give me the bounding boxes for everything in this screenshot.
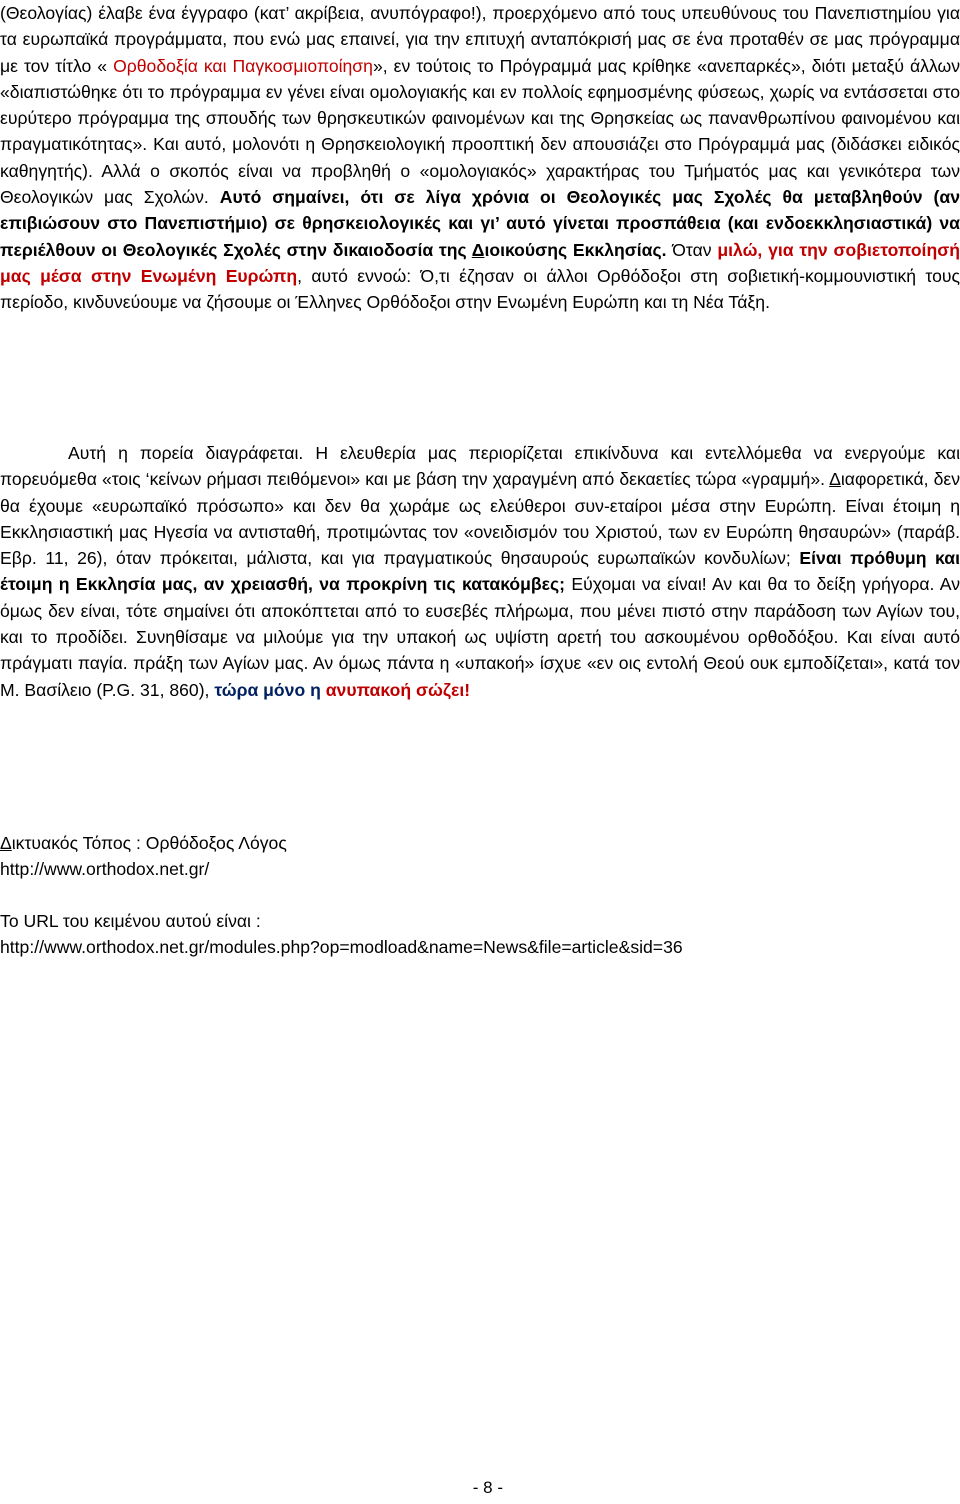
p1-text-3: Όταν	[666, 239, 718, 260]
p2-underlined-letter: Δ	[829, 469, 841, 490]
p1-text-1: (Θεολογίας) έλαβε ένα έγγραφο (κατ’ ακρίβεια, ανυπόγραφο!), προερχόμενο από τους υπευθύνους του Πανεπιστημίου για τα ευρωπαϊκά προγράμματα, που ενώ μας επαινεί, για την επιτυχή ανταπόκρισή μας σε ένα προταθέν σε μας πρόγραμμα με τον τίτλο «	[0, 3, 960, 76]
site-title	[0, 830, 287, 856]
page-number	[0, 1476, 960, 1500]
paragraph-1	[0, 0, 960, 316]
p2-blue-emphasis: τώρα μόνο η	[214, 679, 321, 700]
site-url[interactable]: http://www.orthodox.net.gr/	[0, 859, 210, 879]
p2-text-2: ιαφορετικά, δεν θα έχουμε «ευρωπαϊκό πρόσωπο» και δεν θα χωράμε ως ελεύθεροι συν-εταίροι μέσα στην Ευρώπη. Είναι έτοιμη η Εκκλησιαστική μας Ηγεσία να αντισταθή, προτιμώντας τον «ονειδισμόν του Χριστού, των εν Ευρώπη θησαυρών» (παράβ. Εβρ. 11, 26), όταν πρόκειται, μάλιστα, και για πραγματικούς θησαυρούς ευρωπαϊκών κονδυλίων;	[0, 469, 960, 569]
p1-bold-statement: Αυτό σημαίνει, ότι σε λίγα χρόνια οι Θεολογικές μας Σχολές θα μεταβληθούν (αν επιβιώσουν στο Πανεπιστήμιο) σε θρησκειολογικές και γι’ αυτό γίνεται προσπάθεια (και ενδοεκκλησιαστικά) να περιέλθουν οι Θεολογικές Σχολές στην δικαιοδοσία της	[0, 187, 960, 260]
url-label: Το URL του κειμένου αυτού είναι :	[0, 911, 261, 931]
p2-red-emphasis: ανυπακοή σώζει!	[325, 679, 471, 700]
paragraph-2	[0, 440, 960, 703]
p2-text-1: Αυτή η πορεία διαγράφεται. Η ελευθερία μας περιορίζεται επικίνδυνα και εντελλόμεθα να ενεργούμε και πορευόμεθα «τοις ‘κείνων ρήμασι πειθόμενοι» και με βάση την χαραγμένη από δεκαετίες τώρα «γραμμή».	[0, 443, 960, 490]
p2-text-3: Εύχομαι να είναι! Αν και θα το δείξη γρήγορα. Αν όμως δεν είναι, τότε σημαίνει ότι αποκόπτεται από το ευσεβές πλήρωμα, που μένει πιστό στην παράδοση των Αγίων του, και το προδίδει. Συνηθίσαμε να μιλούμε για την υπακοή ως υψίστη αρετή του ασκουμένου ορθοδόξου. Και είναι αυτό πράγματι παγία. πράξη των Αγίων μας. Αν όμως πάντα η «υπακοή» ίσχυε «εν οις εντολή Θεού ουκ εμποδίζεται», κατά τον Μ. Βασίλειο (P.G. 31, 860),	[0, 574, 960, 700]
page-number-text: - 8 -	[472, 1478, 503, 1497]
site-title-first-letter: Δ	[0, 833, 12, 853]
p1-title-red: Ορθοδοξία και Παγκοσμιοποίηση	[113, 55, 373, 76]
p1-text-2: », εν τούτοις το Πρόγραμμά μας κρίθηκε «ανεπαρκές», διότι μεταξύ άλλων «διαπιστώθηκε ότι το πρόγραμμα εν γένει είναι ομολογιακής και εν πολλοίς εφημοσμένης φύσεως, χωρίς να εντάσσεται στο ευρύτερο πρόγραμμα της σπουδής των θρησκευτικών φαινομένων και της Θρησκείας ως πανανθρωπίνου φαινομένου και πραγματικότητας». Και αυτό, μολονότι η Θρησκειολογική προοπτική δεν απουσιάζει στο Πρόγραμμά μας (διδάσκει ειδικός καθηγητής). Αλλά ο σκοπός είναι να προβληθή ο «ομολογιακός» χαρακτήρας του Τμήματός μας και γενικότερα των Θεολογικών μας Σχολών.	[0, 55, 960, 208]
p1-text-4: , αυτό εννοώ: Ό,τι έζησαν οι άλλοι Ορθόδοξοι στη σοβιετική-κομμουνιστική τους περίοδο, κινδυνεύουμε να ζήσουμε οι Έλληνες Ορθόδοξοι στην Ενωμένη Ευρώπη και τη Νέα Τάξη.	[0, 265, 960, 313]
p2-bold-question: Είναι πρόθυμη και έτοιμη η Εκκλησία μας, αν χρειασθή, να προκρίνη τις κατακόμβες;	[0, 548, 960, 595]
article-url[interactable]: http://www.orthodox.net.gr/modules.php?op=modload&name=News&file=article&sid=36	[0, 937, 683, 957]
p1-bold-statement-end: ιοικούσης Εκκλησίας.	[484, 239, 667, 260]
p1-red-emphasis: μιλώ, για την σοβιετοποίησή μας μέσα στην Ενωμένη Ευρώπη	[0, 239, 960, 286]
site-title-rest: ικτυακός Τόπος : Ορθόδοξος Λόγος	[11, 833, 287, 853]
p1-bold-underlined-letter: Δ	[471, 239, 485, 260]
